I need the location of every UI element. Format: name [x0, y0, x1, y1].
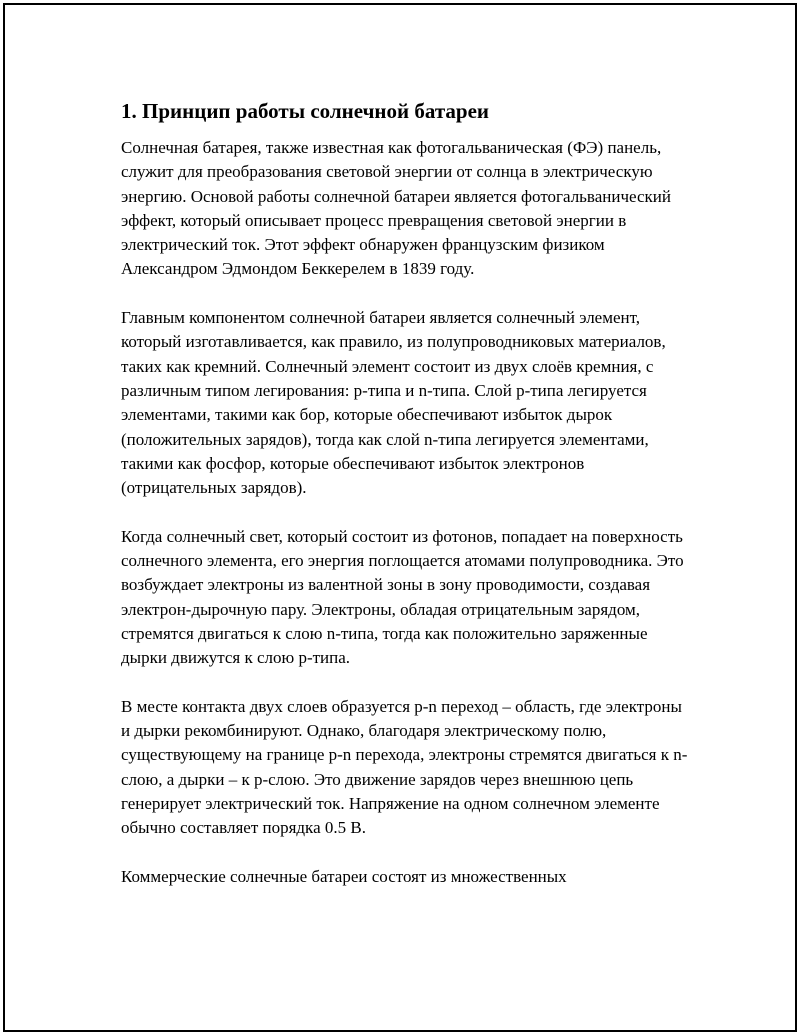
paragraph-1: Солнечная батарея, также известная как фотогальваническая (ФЭ) панель, служит для преобразования световой энергии от солнца в электрическую энергию. Основой работы солнечной батареи является фотогальванический эффект, который описывает процесс превращения световой энергии в электрический ток. Этот эффект обнаружен французским физиком Александром Эдмондом Беккерелем в 1839 году. — [121, 138, 671, 279]
document-page — [3, 3, 797, 1032]
paragraph-4: В месте контакта двух слоев образуется p-n переход – область, где электроны и дырки рекомбинируют. Однако, благодаря электрическому полю, существующему на границе p-n перехода, электроны стремятся двигаться к n-слою, а дырки – к p-слою. Это движение зарядов через внешнюю цепь генерирует электрический ток. Напряжение на одном солнечном элементе обычно составляет порядка 0.5 В. — [121, 696, 688, 838]
paragraph-2: Главным компонентом солнечной батареи является солнечный элемент, который изготавливается, как правило, из полупроводниковых материалов, таких как кремний. Солнечный элемент состоит из двух слоёв кремния, с различным типом легирования: p-типа и n-типа. Слой p-типа легируется элементами, такими как бор, которые обеспечивают избыток дырок (положительных зарядов), тогда как слой n-типа легируется элементами, такими как фосфор, которые обеспечивают избыток электронов (отрицательных зарядов). — [121, 308, 666, 498]
paragraph-3: Когда солнечный свет, который состоит из фотонов, попадает на поверхность солнечного элемента, его энергия поглощается атомами полупроводника. Это возбуждает электроны из валентной зоны в зону проводимости, создавая электрон-дырочную пару. Электроны, обладая отрицательным зарядом, стремятся двигаться к слою n-типа, тогда как положительно заряженные дырки движутся к слою p-типа. — [121, 526, 684, 668]
section-heading: 1. Принцип работы солнечной батареи — [121, 99, 489, 123]
document-body — [121, 97, 691, 914]
paragraph-5: Коммерческие солнечные батареи состоят из множественных — [121, 866, 567, 886]
